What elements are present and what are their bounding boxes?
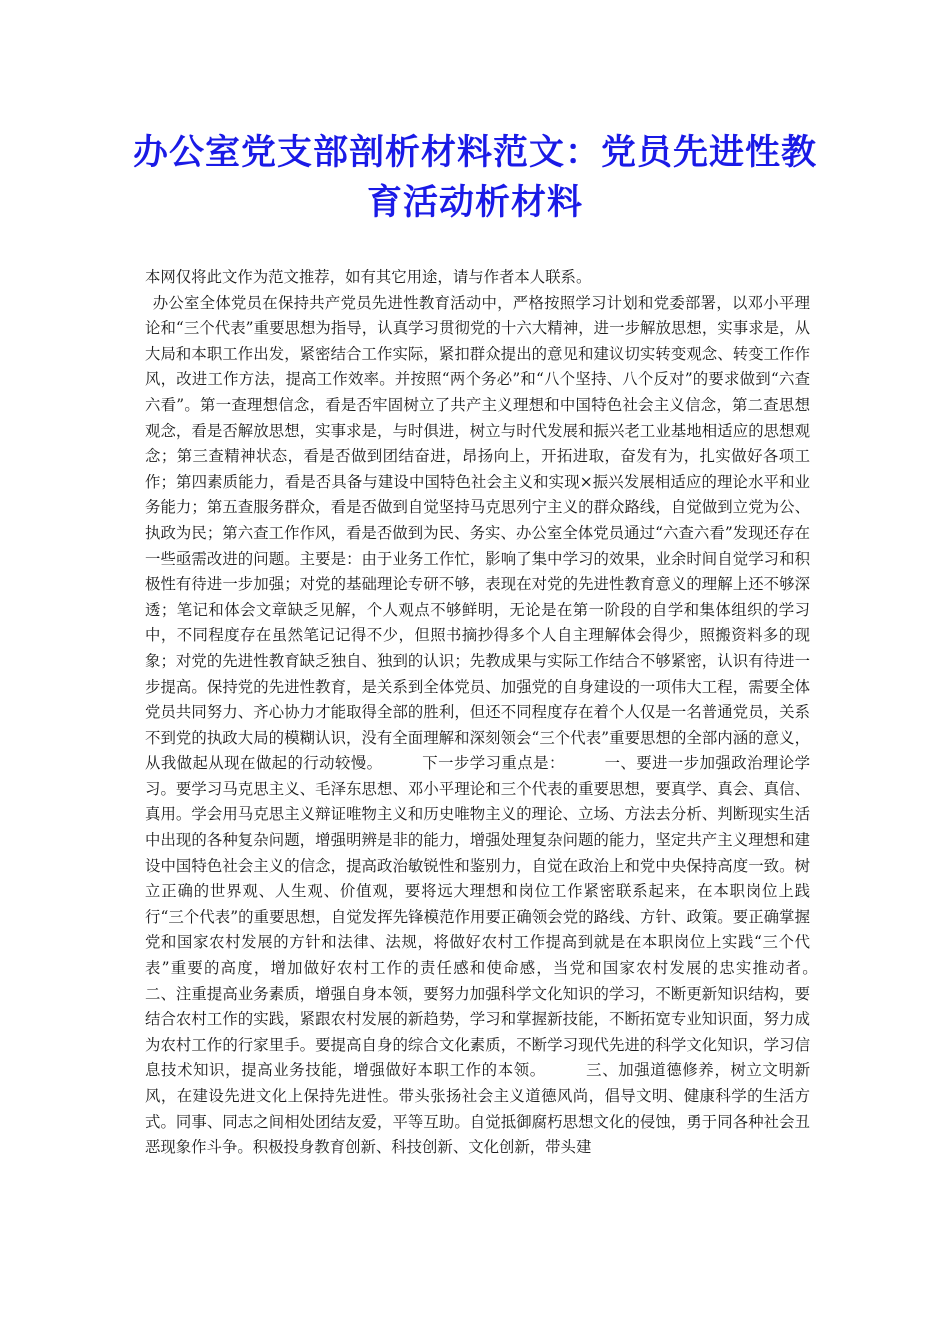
notice-paragraph: 本网仅将此文作为范文推荐，如有其它用途，请与作者本人联系。 <box>145 268 592 286</box>
main-paragraph: 办公室全体党员在保持共产党员先进性教育活动中，严格按照学习计划和党委部署，以邓小平理论和“三个代表”重要思想为指导，认真学习贯彻党的十六大精神，进一步解放思想，实事求是，从大局和本职工作出发，紧密结合工作实际，紧扣群众提出的意见和建议切实转变观念、转变工作作风，改进工作方法，提高工作效率。并按照“两个务必”和“八个坚持、八个反对”的要求做到“六查六看”。第一查理想信念，看是否牢固树立了共产主义理想和中国特色社会主义信念，第二查思想观念，看是否解放思想，实事求是，与时俱进，树立与时代发展和振兴老工业基地相适应的思想观念；第三查精神状态，看是否做到团结奋进，昂扬向上，开拓进取，奋发有为，扎实做好各项工作；第四素质能力，看是否具备与建设中国特色社会主义和实现×振兴发展相适应的理论水平和业务能力；第五查服务群众，看是否做到自觉坚持马克思列宁主义的群众路线，自觉做到立党为公、执政为民；第六查工作作风，看是否做到为民、务实、办公室全体党员通过“六查六看”发现还存在一些亟需改进的问题。主要是：由于业务工作忙，影响了集中学习的效果，业余时间自觉学习和积极性有待进一步加强；对党的基础理论专研不够，表现在对党的先进性教育意义的理解上还不够深透；笔记和体会文章缺乏见解，个人观点不够鲜明，无论是在第一阶段的自学和集体组织的学习中，不同程度存在虽然笔记记得不少，但照书摘抄得多个人自主理解体会得少，照搬资料多的现象；对党的先进性教育缺乏独自、独到的认识；先教成果与实际工作结合不够紧密，认识有待进一步提高。保持党的先进性教育，是关系到全体党员、加强党的自身建设的一项伟大工程，需要全体党员共同努力、齐心协力才能取得全部的胜利，但还不同程度存在着个人仅是一名普通党员，关系不到党的执政大局的模糊认识，没有全面理解和深刻领会“三个代表”重要思想的全部内涵的意义，从我做起从现在做起的行动较慢。 下一步学习重点是： 一、要进一步加强政治理论学习。要学习马克思主义、毛泽东思想、邓小平理论和三个代表的重要思想，要真学、真会、真信、真用。学会用马克思主义辩证唯物主义和历史唯物主义的理论、立场、方法去分析、判断现实生活中出现的各种复杂问题，增强明辨是非的能力，增强处理复杂问题的能力，坚定共产主义理想和建设中国特色社会主义的信念，提高政治敏锐性和鉴别力，自觉在政治上和党中央保持高度一致。树立正确的世界观、人生观、价值观，要将远大理想和岗位工作紧密联系起来，在本职岗位上践行“三个代表”的重要思想，自觉发挥先锋模范作用要正确领会党的路线、方针、政策。要正确掌握党和国家农村发展的方针和法律、法规，将做好农村工作提高到就是在本职岗位上实践“三个代表”重要的高度，增加做好农村工作的责任感和使命感，当党和国家农村发展的忠实推动者。 二、注重提高业务素质，增强自身本领，要努力加强科学文化知识的学习，不断更新知识结构，要结合农村工作的实践，紧跟农村发展的新趋势，学习和掌握新技能，不断拓宽专业知识面，努力成为农村工作的行家里手。要提高自身的综合文化素质，不断学习现代先进的科学文化知识，学习信息技术知识，提高业务技能，增强做好本职工作的本领。 三、加强道德修养，树立文明新风，在建设先进文化上保持先进性。带头张扬社会主义道德风尚，倡导文明、健康科学的生活方式。同事、同志之间相处团结友爱，平等互助。自觉抵御腐朽思想文化的侵蚀，勇于同各种社会丑恶现象作斗争。积极投身教育创新、科技创新、文化创新，带头建 <box>145 293 857 1157</box>
document-body <box>145 265 857 1161</box>
document-title: 办公室党支部剖析材料范文：党员先进性教育活动析材料 <box>132 133 817 223</box>
